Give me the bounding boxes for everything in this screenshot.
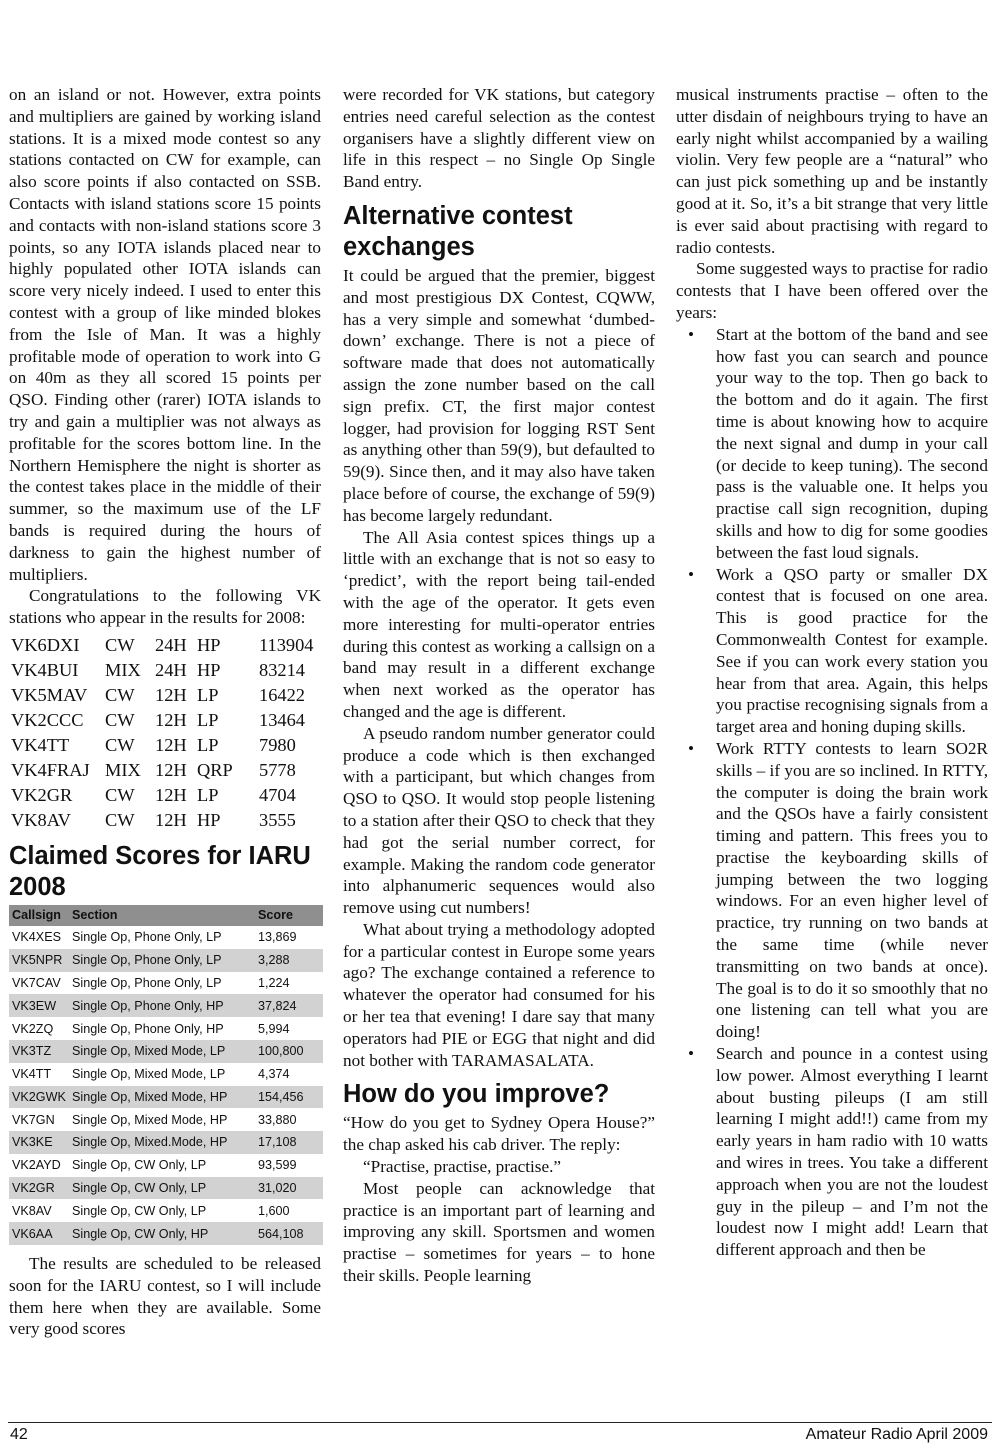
table-row	[9, 1131, 323, 1154]
result-power: LP	[197, 709, 219, 730]
score-cell: 5,994	[258, 1021, 290, 1036]
bullet-icon: •	[688, 1044, 695, 1064]
callsign-cell: VK2GR	[9, 1177, 69, 1200]
paragraph: What about trying a methodology adopted for a particular contest in Europe some years ago? The exchange contained a reference to whatever the operator had consumed for his or her tea that evening! I dare say that many operators had PIE or EGG that night and did not bother with TARAMASALATA.	[343, 919, 655, 1070]
callsign-cell: VK6AA	[9, 1222, 69, 1245]
table-row	[9, 949, 323, 972]
section-heading: Claimed Scores for IARU 2008	[9, 841, 311, 901]
list-item-text: Work a QSO party or smaller DX contest that is focused on one area. This is good practice for the Commonwealth Contest for example. See if you can work every station you hear from that area. Again, this helps you practise recognising signals from a target area and honing duping skills.	[716, 564, 988, 737]
result-mode: CW	[105, 734, 135, 755]
paragraph: It could be argued that the premier, biggest and most prestigious DX Contest, CQWW, has a very simple and somewhat ‘dumbed-down’ exchange. There is not a piece of software made that does not automatically assign the zone number based on the call sign prefix. CT, the first major contest logger, had provision for logging RST Sent as anything other than 59(9), but defaulted to 59(9). Since then, and it may also have taken place before of course, the exchange of 59(9) has become largely redundant.	[343, 265, 655, 525]
table-row	[9, 1222, 323, 1245]
callsign-cell: VK3KE	[9, 1131, 69, 1154]
section-cell: Single Op, CW Only, HP	[69, 1222, 255, 1245]
score-cell: 1,224	[258, 975, 290, 990]
paragraph: The All Asia contest spices things up a little with an exchange that is not so easy to ‘predict’, with the report being tail-ended with the age of the operator. It gets even more interesting for multi-operator entries during this contest as working a callsign on a band may result in a different exchange when next worked as the operator has changed and the age is different.	[343, 527, 655, 721]
result-mode: CW	[105, 709, 135, 730]
result-row	[11, 808, 321, 833]
result-score: 13464	[259, 709, 305, 730]
callsign-cell: VK2ZQ	[12, 1021, 54, 1036]
callsign-cell: VK3TZ	[9, 1040, 69, 1063]
paragraph: “Practise, practise, practise.”	[363, 1157, 562, 1177]
callsign-cell: VK2GWK	[9, 1086, 69, 1109]
result-time: 12H	[155, 684, 187, 705]
paragraph: Most people can acknowledge that practice is an important part of learning and improving any skill. Sportsmen and women practise – sometimes for years – to hone their skills. People learning	[343, 1178, 655, 1286]
table-row	[9, 1108, 323, 1131]
score-cell: 564,108	[255, 1222, 323, 1245]
callsign-cell: VK7GN	[12, 1112, 55, 1127]
section-heading: Alternative contest exchanges	[343, 201, 573, 261]
column-header: Score	[255, 905, 323, 926]
result-row	[11, 708, 321, 733]
paragraph: Congratulations to the following VK stations who appear in the results for 2008:	[9, 586, 321, 628]
vk-results-list	[11, 633, 321, 833]
table-row	[9, 926, 323, 949]
result-row	[11, 733, 321, 758]
claimed-scores-table	[9, 905, 323, 1245]
section-cell: Single Op, Phone Only, LP	[72, 975, 222, 990]
result-mode: CW	[105, 784, 135, 805]
paragraph: Some suggested ways to practise for radio contests that I have been offered over the years:	[676, 259, 988, 322]
column-1	[9, 84, 321, 1340]
bullet-icon: •	[688, 738, 695, 758]
table-row	[9, 1017, 323, 1040]
score-cell: 37,824	[255, 994, 323, 1017]
section-cell: Single Op, CW Only, LP	[69, 1177, 255, 1200]
callsign-cell: VK3EW	[9, 994, 69, 1017]
result-call: VK8AV	[11, 809, 71, 830]
callsign-cell: VK7CAV	[12, 975, 61, 990]
section-cell: Single Op, Phone Only, LP	[72, 930, 222, 945]
section-heading: How do you improve?	[343, 1080, 610, 1109]
result-power: LP	[197, 734, 219, 755]
result-power: QRP	[197, 759, 233, 780]
result-call: VK2CCC	[11, 709, 84, 730]
bullet-icon: •	[688, 324, 695, 344]
section-cell: Single Op, Mixed Mode, HP	[69, 1086, 255, 1109]
result-power: HP	[197, 659, 221, 680]
score-cell: 1,600	[258, 1203, 290, 1218]
score-cell: 100,800	[255, 1040, 323, 1063]
paragraph: musical instruments practise – often to the utter disdain of neighbours trying to have an early night whilst accompanied by a wailing violin. Very few people are a “natural” who can just pick something up and be instantly good at it. So, it’s a bit strange that very little is ever said about practising with regard to radio contests.	[676, 85, 988, 257]
result-score: 83214	[259, 659, 305, 680]
table-row	[9, 994, 323, 1017]
table-row	[9, 1086, 323, 1109]
column-header: Section	[69, 905, 255, 926]
result-row	[11, 758, 321, 783]
result-time: 12H	[155, 784, 187, 805]
result-score: 16422	[259, 684, 305, 705]
result-score: 113904	[259, 634, 314, 655]
paragraph: A pseudo random number generator could produce a code which is then exchanged with a participant, but which changes from QSO to QSO. It would stop people listening to a station after their QSO to check that they had got the serial number correct, for example. Making the random code generator into alphanumeric sequences would also remove using cut numbers!	[343, 723, 655, 918]
table-row	[9, 1199, 323, 1222]
list-item-text: Work RTTY contests to learn SO2R skills – if you are so inclined. In RTTY, the computer is doing the brain work and the QSOs have a fairly consistent timing and pattern. This frees you to practise the keyboarding skills of jumping between the two logging windows. For an even higher level of practice, try running on two bands at the same time (while never transmitting on two bands at once). The goal is to do it so smoothly that no one listening can tell what you are doing!	[716, 738, 988, 1042]
result-score: 4704	[259, 784, 296, 805]
section-cell: Single Op, Mixed Mode, HP	[72, 1112, 228, 1127]
section-cell: Single Op, Mixed Mode, LP	[69, 1040, 255, 1063]
list-item	[676, 564, 988, 738]
section-cell: Single Op, CW Only, LP	[72, 1158, 207, 1173]
result-score: 3555	[259, 809, 296, 830]
paragraph: “How do you get to Sydney Opera House?” the chap asked his cab driver. The reply:	[343, 1113, 655, 1155]
result-call: VK4BUI	[11, 659, 79, 680]
section-cell: Single Op, Mixed Mode, LP	[72, 1067, 226, 1082]
paragraph: on an island or not. However, extra points and multipliers are gained by working island stations. It is a mixed mode contest so any stations contacted on CW for example, can also score points if also contacted on SSB. Contacts with island stations score 15 points and contacts with non-island stations score 3 points, so any IOTA islands placed near to highly populated other IOTA islands can score very nicely indeed. I used to enter this contest with a group of like minded blokes from the Isle of Man. It was a highly profitable mode of operation to work into G on 40m as they all scored 15 points per QSO. Finding other (rarer) IOTA islands to try and gain a multiplier was not always as profitable for the scores bottom line. In the Northern Hemisphere the night is shorter as the contest takes place in the middle of their summer, so the maximum use of the LF bands is required during the hours of darkness to gain the highest number of multipliers.	[9, 85, 321, 584]
callsign-cell: VK2AYD	[12, 1158, 61, 1173]
callsign-cell: VK8AV	[12, 1203, 52, 1218]
list-item-text: Search and pounce in a contest using low power. Almost everything I learnt about busting pileups (I am still learning I might add!!) came from my early years in ham radio with 10 watts and wires in trees. You take a different approach when you are not the loudest guy in the pileup – and I’m not the loudest now I might add! Learn that different approach and then be	[716, 1044, 988, 1260]
section-cell: Single Op, CW Only, LP	[72, 1203, 207, 1218]
score-cell: 4,374	[258, 1067, 290, 1082]
result-mode: MIX	[105, 659, 141, 680]
result-score: 7980	[259, 734, 296, 755]
paragraph: were recorded for VK stations, but category entries need careful selection as the contest organisers have a slightly different view on life in this respect – no Single Op Single Band entry.	[343, 85, 655, 192]
result-score: 5778	[259, 759, 296, 780]
result-mode: MIX	[105, 759, 141, 780]
score-cell: 17,108	[255, 1131, 323, 1154]
column-3	[676, 84, 988, 1261]
result-call: VK6DXI	[11, 634, 80, 655]
result-mode: CW	[105, 684, 135, 705]
result-time: 12H	[155, 709, 187, 730]
section-cell: Single Op, Mixed.Mode, HP	[69, 1131, 255, 1154]
section-cell: Single Op, Phone Only, HP	[72, 1021, 224, 1036]
result-power: HP	[197, 809, 221, 830]
table-row	[9, 1177, 323, 1200]
footer-divider	[8, 1422, 992, 1423]
score-cell: 154,456	[255, 1086, 323, 1109]
result-row	[11, 783, 321, 808]
list-item	[676, 324, 988, 564]
publication-footer: Amateur Radio April 2009	[805, 1426, 988, 1443]
score-cell: 3,288	[255, 949, 323, 972]
result-power: HP	[197, 634, 221, 655]
list-item	[676, 738, 988, 1043]
score-cell: 13,869	[258, 930, 297, 945]
result-call: VK2GR	[11, 784, 73, 805]
page-number: 42	[10, 1426, 28, 1443]
column-2	[343, 84, 655, 1287]
paragraph: The results are scheduled to be released soon for the IARU contest, so I will include them here when they are available. Some very good scores	[9, 1254, 321, 1339]
result-power: LP	[197, 784, 219, 805]
result-power: LP	[197, 684, 219, 705]
result-time: 12H	[155, 759, 187, 780]
result-call: VK4TT	[11, 734, 70, 755]
score-cell: 31,020	[255, 1177, 323, 1200]
list-item-text: Start at the bottom of the band and see how fast you can search and pounce your way to the top. Then go back to the bottom and do it again. The first time is about knowing how to acquire the next signal and dump in your call (or decide to keep tuning). The second pass is the valuable one. It helps you practise call sign recognition, duping skills and how to dig for some goodies between the fast loud signals.	[716, 324, 988, 562]
result-row	[11, 658, 321, 683]
practice-tips-list	[676, 324, 988, 1261]
section-cell: Single Op, Phone Only, HP	[69, 994, 255, 1017]
table-header-row	[9, 905, 323, 926]
result-time: 12H	[155, 809, 187, 830]
result-row	[11, 633, 321, 658]
list-item	[676, 1043, 988, 1261]
table-row	[9, 1154, 323, 1177]
result-time: 24H	[155, 659, 187, 680]
table-row	[9, 1063, 323, 1086]
result-call: VK5MAV	[11, 684, 88, 705]
table-row	[9, 1040, 323, 1063]
result-mode: CW	[105, 634, 135, 655]
table-row	[9, 972, 323, 995]
result-mode: CW	[105, 809, 135, 830]
result-call: VK4FRAJ	[11, 759, 90, 780]
result-time: 24H	[155, 634, 187, 655]
section-cell: Single Op, Phone Only, LP	[69, 949, 255, 972]
result-row	[11, 683, 321, 708]
result-time: 12H	[155, 734, 187, 755]
column-header: Callsign	[9, 905, 69, 926]
score-cell: 33,880	[258, 1112, 297, 1127]
callsign-cell: VK5NPR	[9, 949, 69, 972]
score-cell: 93,599	[258, 1158, 297, 1173]
callsign-cell: VK4XES	[12, 930, 62, 945]
callsign-cell: VK4TT	[12, 1067, 52, 1082]
bullet-icon: •	[688, 564, 695, 584]
